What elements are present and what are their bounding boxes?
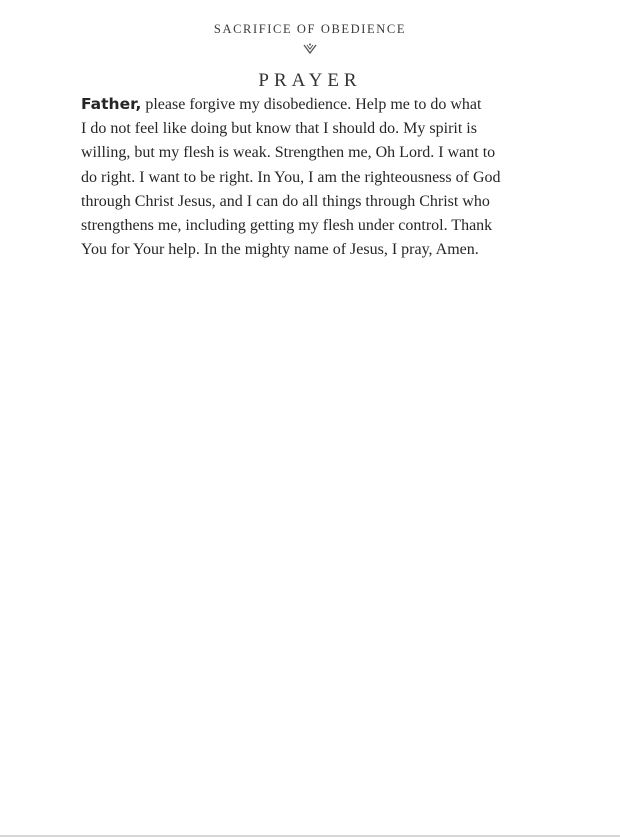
prayer-line-text: do right. I want to be right. In You, I am the righteousness of God <box>81 168 501 186</box>
prayer-line-text: strengthens me, including getting my flesh under control. Thank <box>81 217 493 235</box>
prayer-line-text: You for Your help. In the mighty name of Jesus, I pray, Amen. <box>81 241 479 259</box>
prayer-line <box>81 214 543 238</box>
prayer-line-text: please forgive my disobedience. Help me to do what <box>141 96 482 113</box>
running-header: SACRIFICE OF OBEDIENCE <box>213 22 407 36</box>
ornament-flourish-icon <box>302 43 318 55</box>
section-title: PRAYER <box>258 70 362 91</box>
prayer-line <box>81 166 543 190</box>
prayer-line-text: through Christ Jesus, and I can do all things through Christ who <box>81 192 490 210</box>
prayer-line-text: I do not feel like doing but know that I should do. My spirit is <box>81 120 477 138</box>
lead-word: Father, <box>81 95 142 113</box>
prayer-line <box>81 190 543 214</box>
prayer-line <box>81 92 543 117</box>
prayer-line-text: willing, but my flesh is weak. Strengthen me, Oh Lord. I want to <box>81 144 496 162</box>
prayer-line <box>81 141 543 165</box>
ornament <box>0 42 620 58</box>
prayer-line <box>81 117 543 141</box>
prayer-line <box>81 238 543 262</box>
prayer-paragraph <box>81 92 543 262</box>
